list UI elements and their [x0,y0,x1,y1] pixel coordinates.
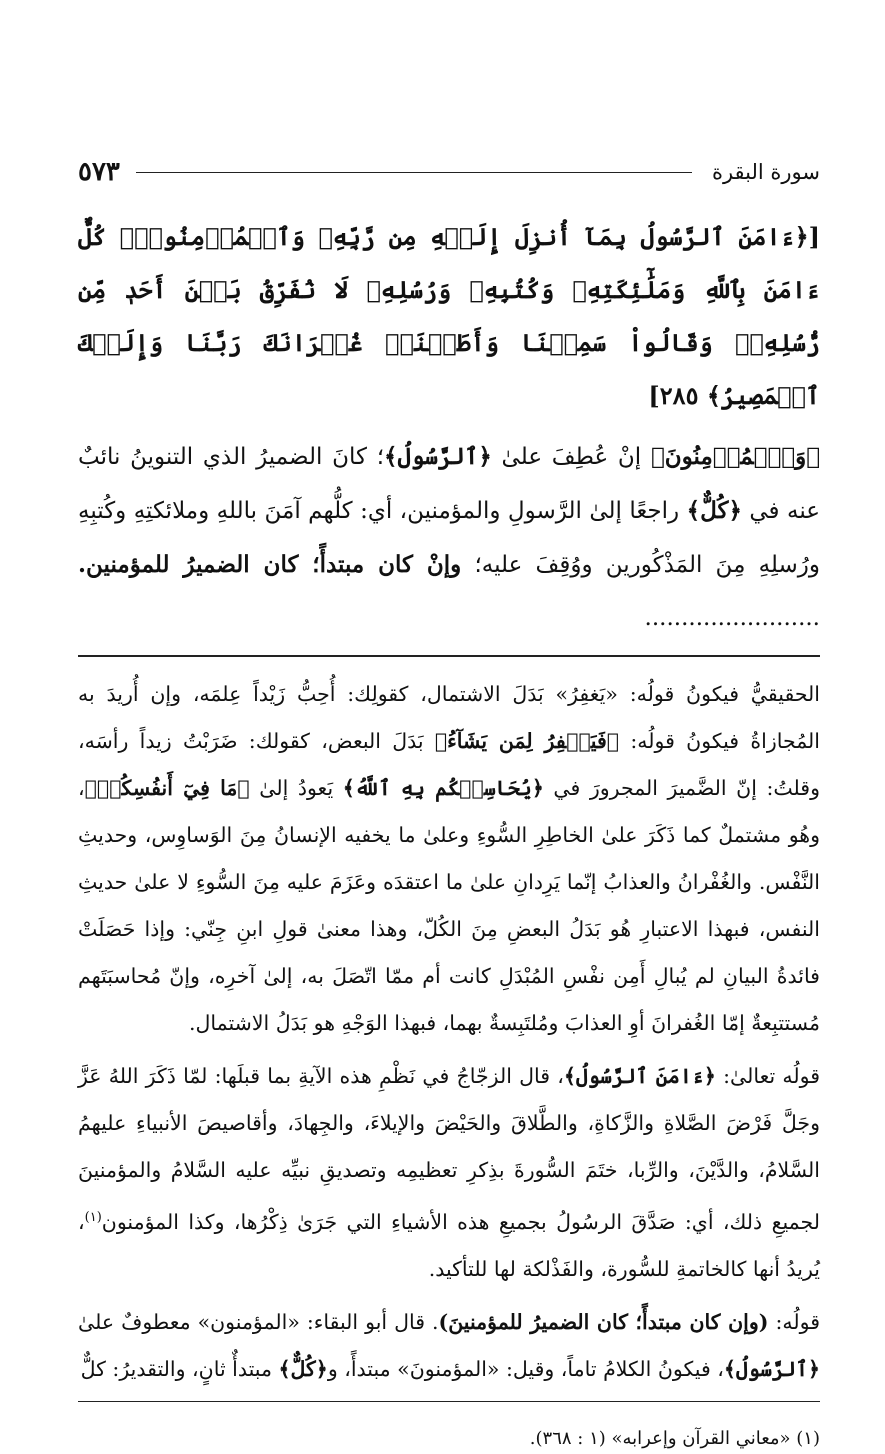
quote-ma-fi-anfusikum: ﴿مَا فِيٓ أَنفُسِكُمۡ﴾ [84,776,250,800]
surah-name: سورة البقرة [711,160,820,184]
commentary-text: راجعًا إلىٰ الرَّسولِ والمؤمنين، أي: كلُّهم آمَنَ باللهِ وملائكتِهِ وكُتبِهِ ورُسلِهِ مِنَ المَذْكُورين ووُقِفَ عليه؛ [78,498,820,578]
sharh-text: ، وهُو مشتملٌ كما ذَكَرَ علىٰ الخاطِرِ السُّوءِ وعلىٰ ما يخفيه الإنسانُ مِنَ الوَساوِس، وحديثِ النَّفْس. والغُفْرانُ والعذابُ إنّما يَرِدانِ علىٰ ما اعتقدَه وعَزَمَ عليه مِنَ السُّوءِ لا علىٰ حديثِ النفس، فبهذا الاعتبارِ هُو بَدَلُ البعضِ مِنَ الكُلّ، وهذا معنىٰ قولِ ابنِ جِنّي: وإذا حَصَلَتْ فائدةُ البيانِ لم يُبالِ أَمِن نفْسِ المُبْدَلِ كانت أم ممّا اتّصَلَ به، إلىٰ آخرِه، وإنّ مُحاسبَتَهم مُستتبِعةٌ إمّا الغُفرانَ أوِ العذابَ ومُلتَبِسةٌ بهما، فبهذا الوَجْهِ هو بَدَلُ الاشتمال. [78,776,820,1035]
verse-open-bracket: [ [808,222,820,251]
commentary-bold-phrase: وإنْ كان مبتدأً؛ كان الضميرُ للمؤمنين. [78,551,462,578]
verse-close-bracket: ] [648,381,660,410]
quote-al-muminun: ﴿وَٱلۡمُؤۡمِنُونَ﴾ [650,443,820,470]
book-page [78,150,820,1454]
sharh-bold-phrase: (وإن كان مبتدأً؛ كان الضميرُ للمؤمنينَ) [438,1309,769,1334]
verse-text: ﴿ءَامَنَ ٱلرَّسُولُ بِمَآ أُنزِلَ إِلَيۡهِ مِن رَّبِّهِۦ وَٱلۡمُؤۡمِنُونَۚ كُلٌّ ءَامَنَ بِٱللَّهِ وَمَلَٰٓئِكَتِهِۦ وَكُتُبِهِۦ وَرُسُلِهِۦ لَا نُفَرِّقُ بَيۡنَ أَحَدٖ مِّن رُّسُلِهِۦۚ وَقَالُواْ سَمِعۡنَا وَأَطَعۡنَاۖ غُفۡرَانَكَ رَبَّنَا وَإِلَيۡكَ ٱلۡمَصِيرُ﴾ [78,222,820,410]
section-divider [78,655,820,657]
quote-ar-rasul: ﴿ٱلرَّسُولُ﴾ [384,443,492,470]
sharh-text: قولُه: [768,1309,820,1334]
footnote-ref[interactable]: (١) [84,1210,102,1225]
verse-number: ٢٨٥ [659,381,699,410]
sharh-text: ، فيكونُ الكلامُ تاماً، وقيل: «المؤمنونَ» مبتدأً، و [327,1356,724,1381]
quote-kullun-2: ﴿كُلٌّ﴾ [278,1356,328,1381]
sharh-paragraph-3 [78,1299,820,1393]
quote-yuhasibkum: ﴿يُحَاسِبۡكُم بِهِ ٱللَّهُ﴾ [342,776,544,800]
sharh-text: بَدَلَ البعض، كقولك: ضَرَبْتُ زيداً رأسَه، وقلتُ: إنّ الضَّميرَ المجرورَ في [78,729,820,800]
page-header [78,150,820,194]
sharh-text: ، يُريدُ أنها كالخاتمةِ للسُّورة، والفَذْلكة لها للتأكيد. [78,1209,820,1281]
commentary-text: إنْ عُطِفَ علىٰ [491,444,651,470]
sharh-text: ، قال الزجّاجُ في نَظْمِ هذه الآيةِ بما قبلَها: لمّا ذَكَرَ اللهُ عَزَّ وجَلَّ فَرْضَ الصَّلاةِ والزَّكاةِ، والطَّلاقَ والحَيْضَ والإيلاءَ، والجِهادَ، وأقاصيصَ الأنبياءِ عليهمُ السَّلامُ، والدَّيْنَ، والرِّبا، ختَمَ السُّورةَ بذِكرِ تعظيمِه وتصديقِ نبيِّه عليه السَّلامُ والمؤمنينَ لجميعِ ذلك، أي: صَدَّقَ الرسُولُ بجميعِ هذه الأشياءِ التي جَرَىٰ ذِكْرُها، وكذا المؤمنون [78,1064,820,1234]
quote-amana-ar-rasul: ﴿ءَامَنَ ٱلرَّسُولُ﴾ [563,1064,716,1088]
commentary-dots: ........................ [644,605,820,631]
footnote: (١) «معاني القرآن وإعرابه» (١ : ٣٦٨). [529,1427,820,1449]
sharh-text: . قال أبو البقاء: «المؤمنون» معطوفٌ علىٰ [78,1309,439,1334]
sharh-commentary [78,671,820,1393]
sharh-text: الحقيقيُّ فيكونُ قولُه: «يَغفِرُ» بَدَلَ الاشتمال، كقولِك: أُحِبُّ زَيْداً عِلمَه، وإن أُريدَ به المُجازاةُ فيكونُ قولُه: [78,682,820,753]
main-commentary [78,430,820,645]
sharh-paragraph-2 [78,1053,820,1293]
header-rule [136,172,692,173]
sharh-text: يَعودُ إلىٰ [249,776,343,800]
quote-kullun: ﴿كُلٌّ﴾ [686,497,742,524]
commentary-text: ؛ كانَ الضميرُ الذي التنوينُ نائبٌ عنه في [78,444,820,524]
footnote-rule [78,1401,820,1402]
quote-fayaghfiru: ﴿فَيَغۡفِرُ لِمَن يَشَآءُ﴾ [434,729,620,753]
sharh-paragraph-1 [78,671,820,1047]
page-number: ٥٧٣ [78,157,120,187]
quote-ar-rasul-2: ﴿ٱلرَّسُولُ﴾ [723,1356,820,1381]
sharh-text: مبتدأٌ ثانٍ، والتقديرُ: كلٌّ [80,1356,279,1381]
quran-verse [78,210,820,422]
sharh-text: قولُه تعالىٰ: [715,1064,820,1088]
